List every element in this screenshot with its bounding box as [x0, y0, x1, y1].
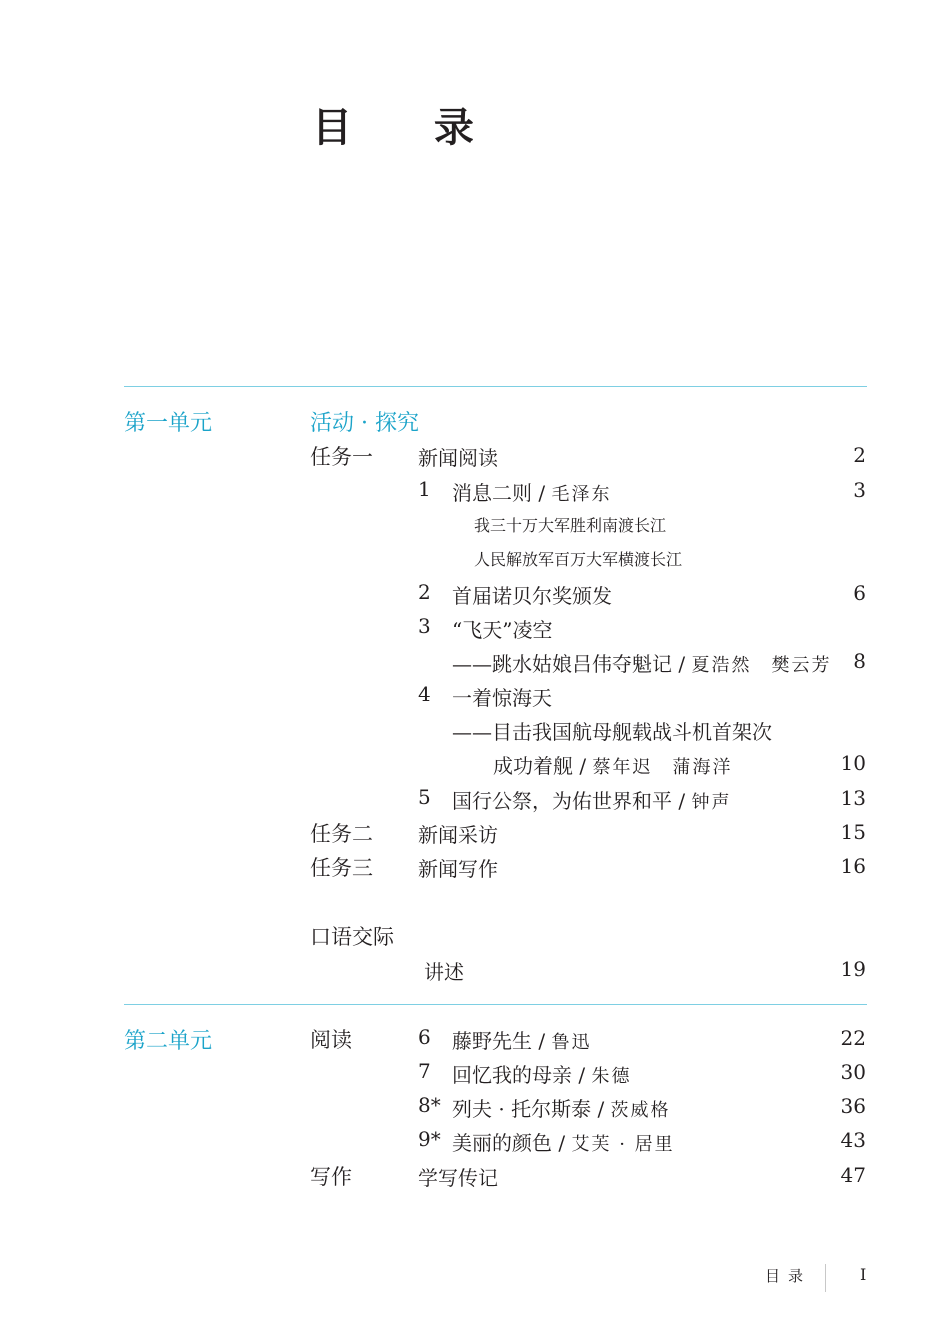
lesson-8-title-text: 列夫 · 托尔斯泰 [452, 1097, 592, 1121]
task-1-label: 任务一 [310, 445, 373, 469]
oral-name[interactable]: 讲述 [424, 960, 464, 984]
lesson-9-author: 艾芙 · 居里 [571, 1134, 675, 1155]
footer-page-number: I [860, 1265, 867, 1284]
lesson-4-page: 10 [840, 751, 866, 775]
lesson-9-num: 9* [418, 1127, 441, 1151]
lesson-9-title-text: 美丽的颜色 [452, 1131, 552, 1155]
lesson-6-page: 22 [840, 1026, 866, 1050]
slash: / [597, 1097, 605, 1121]
lesson-3-page: 8 [853, 649, 866, 673]
lesson-7-title-text: 回忆我的母亲 [452, 1063, 572, 1087]
slash: / [678, 652, 686, 676]
lesson-1-page: 3 [853, 478, 866, 502]
lesson-7-author: 朱德 [591, 1066, 632, 1087]
lesson-5-title-text: 国行公祭，为佑世界和平 [452, 789, 672, 813]
lesson-2-title[interactable]: 首届诺贝尔奖颁发 [452, 584, 612, 608]
task-1-page: 2 [853, 443, 866, 467]
lesson-1-title-text: 消息二则 [452, 481, 532, 505]
task-2-name[interactable]: 新闻采访 [418, 823, 498, 847]
unit-1-activity: 活动 · 探究 [310, 411, 419, 436]
lesson-4-num: 4 [418, 682, 431, 706]
footer-divider [825, 1264, 826, 1292]
lesson-4-subtitle-2[interactable] [493, 750, 732, 779]
lesson-7-num: 7 [418, 1059, 431, 1083]
lesson-7-page: 30 [840, 1060, 866, 1084]
lesson-3-subtitle[interactable] [452, 648, 831, 677]
slash: / [538, 481, 546, 505]
lesson-8-author: 茨威格 [610, 1100, 671, 1121]
lesson-4-author: 蔡年迟 蒲海洋 [592, 757, 733, 778]
lesson-9-page: 43 [840, 1128, 866, 1152]
task-2-page: 15 [840, 820, 866, 844]
divider [124, 1004, 867, 1005]
lesson-1-author: 毛泽东 [551, 484, 612, 505]
lesson-2-page: 6 [853, 581, 866, 605]
slash: / [579, 754, 587, 778]
lesson-5-page: 13 [840, 786, 866, 810]
writing-page: 47 [840, 1163, 866, 1187]
lesson-6-title-text: 藤野先生 [452, 1029, 532, 1053]
lesson-4-title[interactable]: 一着惊海天 [452, 686, 552, 710]
oral-page: 19 [840, 957, 866, 981]
lesson-1-num: 1 [418, 477, 431, 501]
lesson-8-num: 8* [418, 1093, 441, 1117]
lesson-5-num: 5 [418, 785, 431, 809]
slash: / [558, 1131, 566, 1155]
task-3-page: 16 [840, 854, 866, 878]
lesson-3-author: 夏浩然 樊云芳 [691, 655, 832, 676]
lesson-1-sub-2[interactable]: 人民解放军百万大军横渡长江 [474, 550, 683, 569]
lesson-3-subtitle-text: ——跳水姑娘吕伟夺魁记 [452, 652, 672, 676]
lesson-9-title[interactable] [452, 1127, 675, 1156]
lesson-6-num: 6 [418, 1025, 431, 1049]
slash: / [678, 789, 686, 813]
lesson-8-page: 36 [840, 1094, 866, 1118]
slash: / [538, 1029, 546, 1053]
lesson-3-num: 3 [418, 614, 431, 638]
lesson-7-title[interactable] [452, 1059, 631, 1088]
lesson-4-subtitle[interactable]: ——目击我国航母舰载战斗机首架次 [452, 720, 772, 744]
lesson-5-title[interactable] [452, 785, 731, 814]
writing-label: 写作 [310, 1165, 352, 1189]
task-3-label: 任务三 [310, 856, 373, 880]
lesson-6-title[interactable] [452, 1025, 591, 1054]
divider [124, 386, 867, 387]
unit-2-label: 第二单元 [124, 1029, 213, 1054]
oral-label: 口语交际 [310, 925, 394, 949]
page-title: 目 录 [312, 104, 508, 151]
task-2-label: 任务二 [310, 822, 373, 846]
lesson-1-title[interactable] [452, 477, 611, 506]
task-1-name[interactable]: 新闻阅读 [418, 446, 498, 470]
task-3-name[interactable]: 新闻写作 [418, 857, 498, 881]
footer-label: 目录 [765, 1267, 812, 1285]
lesson-2-num: 2 [418, 580, 431, 604]
lesson-3-title[interactable]: “飞天”凌空 [452, 618, 553, 642]
lesson-6-author: 鲁迅 [551, 1032, 592, 1053]
lesson-8-title[interactable] [452, 1093, 671, 1122]
lesson-5-author: 钟声 [691, 792, 732, 813]
lesson-4-subtitle-2-text: 成功着舰 [493, 754, 573, 778]
lesson-1-sub-1[interactable]: 我三十万大军胜利南渡长江 [474, 516, 667, 535]
reading-label: 阅读 [310, 1028, 352, 1052]
unit-1-label: 第一单元 [124, 411, 213, 436]
slash: / [578, 1063, 586, 1087]
writing-name[interactable]: 学写传记 [418, 1166, 498, 1190]
